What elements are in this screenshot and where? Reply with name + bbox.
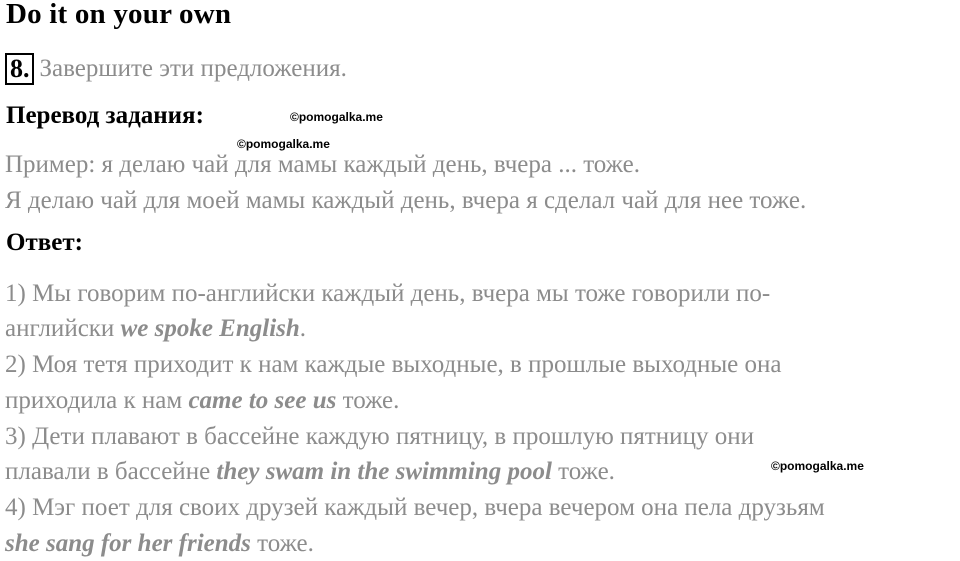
page-heading: Do it on your own bbox=[6, 0, 232, 30]
answer-1-line-1: 1) Мы говорим по-английски каждый день, вчера мы тоже говорили по- bbox=[5, 280, 771, 307]
answer-text-post: тоже. bbox=[336, 387, 400, 414]
answer-highlight: we spoke English bbox=[120, 315, 300, 342]
answer-heading: Ответ: bbox=[6, 229, 83, 256]
answer-text-post: тоже. bbox=[551, 458, 615, 485]
translation-heading: Перевод задания: bbox=[6, 102, 204, 129]
answer-text-pre: английски bbox=[5, 315, 121, 342]
answer-4-line-1: 4) Мэг поет для своих друзей каждый вечер, вчера вечером она пела друзьям bbox=[5, 494, 825, 521]
task-instruction: Завершите эти предложения. bbox=[39, 55, 347, 82]
task-number: 8. bbox=[5, 53, 34, 85]
watermark: ©pomogalka.me bbox=[771, 459, 864, 473]
example-line-2: Я делаю чай для моей мамы каждый день, вчера я сделал чай для нее тоже. bbox=[5, 187, 807, 214]
answer-highlight: came to see us bbox=[188, 387, 337, 414]
answer-highlight: she sang for her friends bbox=[5, 530, 251, 557]
watermark: ©pomogalka.me bbox=[290, 110, 383, 124]
watermark: ©pomogalka.me bbox=[237, 137, 330, 151]
answer-4-line-2 bbox=[5, 530, 314, 558]
answer-3-line-1: 3) Дети плавают в бассейне каждую пятницу, в прошлую пятницу они bbox=[5, 423, 754, 450]
answer-2-line-1: 2) Моя тетя приходит к нам каждые выходные, в прошлые выходные она bbox=[5, 351, 782, 378]
answer-text-pre: приходила к нам bbox=[5, 387, 189, 414]
answer-1-line-2 bbox=[5, 315, 306, 343]
answer-3-line-2 bbox=[5, 458, 615, 486]
answer-highlight: they swam in the swimming pool bbox=[216, 458, 552, 485]
answer-2-line-2 bbox=[5, 387, 399, 415]
answer-text-post: . bbox=[299, 315, 307, 342]
task-row bbox=[5, 52, 347, 86]
answer-text-post: тоже. bbox=[250, 530, 314, 557]
example-line-1: Пример: я делаю чай для мамы каждый день, вчера ... тоже. bbox=[5, 151, 640, 178]
answer-text-pre: плавали в бассейне bbox=[5, 458, 217, 485]
